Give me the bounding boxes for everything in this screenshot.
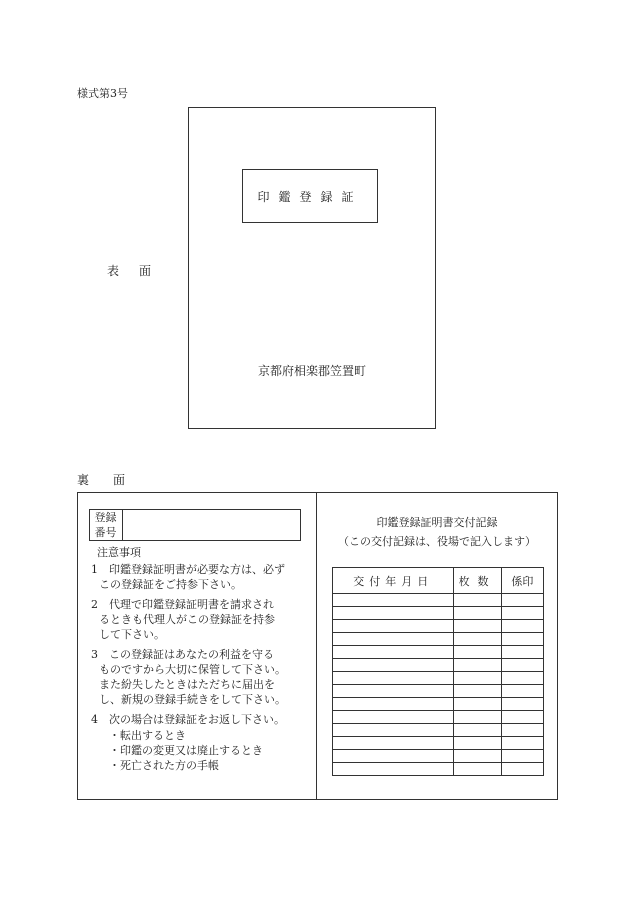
record-row bbox=[333, 646, 544, 659]
record-cell bbox=[333, 750, 454, 763]
record-title: 印鑑登録証明書交付記録 bbox=[376, 516, 498, 529]
issuance-record-table bbox=[332, 567, 544, 776]
front-card bbox=[188, 107, 436, 429]
record-row bbox=[333, 607, 544, 620]
card-title-box bbox=[242, 169, 378, 223]
registration-label-line: 番号 bbox=[94, 526, 117, 539]
note-item bbox=[89, 597, 304, 642]
record-cell bbox=[501, 594, 543, 607]
record-cell bbox=[333, 698, 454, 711]
record-cell bbox=[454, 698, 501, 711]
record-cell bbox=[333, 711, 454, 724]
record-cell bbox=[454, 659, 501, 672]
back-side-label bbox=[77, 471, 149, 488]
record-cell bbox=[333, 620, 454, 633]
record-cell bbox=[501, 659, 543, 672]
record-cell bbox=[501, 607, 543, 620]
return-case-item: ・印鑑の変更又は廃止するとき bbox=[109, 744, 263, 757]
record-cell bbox=[454, 750, 501, 763]
record-cell bbox=[501, 711, 543, 724]
note-number: 1 bbox=[91, 563, 98, 576]
record-cell bbox=[501, 672, 543, 685]
record-cell bbox=[454, 633, 501, 646]
record-cell bbox=[454, 646, 501, 659]
record-cell bbox=[501, 685, 543, 698]
front-side-label bbox=[107, 262, 171, 279]
notes-section bbox=[89, 545, 304, 773]
record-cell bbox=[501, 646, 543, 659]
record-row bbox=[333, 620, 544, 633]
note-text-continued: また紛失したときはただちに届出を bbox=[99, 678, 275, 691]
record-row bbox=[333, 737, 544, 750]
record-row bbox=[333, 659, 544, 672]
record-row bbox=[333, 724, 544, 737]
record-cell bbox=[454, 763, 501, 776]
note-text: 印鑑登録証明書が必要な方は、必ず bbox=[109, 563, 285, 576]
note-text: 代理で印鑑登録証明書を請求され bbox=[109, 598, 274, 611]
record-cell bbox=[454, 620, 501, 633]
back-label-char-2: 面 bbox=[113, 473, 126, 487]
note-number: 3 bbox=[91, 648, 98, 661]
record-row bbox=[333, 672, 544, 685]
record-cell bbox=[501, 750, 543, 763]
registration-number-label bbox=[89, 509, 123, 541]
record-cell bbox=[501, 763, 543, 776]
record-cell bbox=[454, 737, 501, 750]
header-stamp: 係印 bbox=[501, 568, 543, 594]
record-row bbox=[333, 763, 544, 776]
issuer-name: 京都府相楽郡笠置町 bbox=[257, 364, 366, 378]
note-text-continued: この登録証をご持参下さい。 bbox=[99, 578, 242, 591]
record-cell bbox=[501, 724, 543, 737]
record-cell bbox=[454, 711, 501, 724]
record-cell bbox=[333, 633, 454, 646]
note-item bbox=[89, 712, 304, 727]
record-cell bbox=[333, 594, 454, 607]
note-number: 2 bbox=[91, 598, 98, 611]
record-cell bbox=[333, 763, 454, 776]
record-row bbox=[333, 711, 544, 724]
record-cell bbox=[501, 698, 543, 711]
notes-heading: 注意事項 bbox=[97, 546, 141, 559]
record-cell bbox=[333, 646, 454, 659]
record-cell bbox=[454, 607, 501, 620]
return-case-item: ・転出するとき bbox=[109, 729, 186, 742]
record-row bbox=[333, 685, 544, 698]
record-cell bbox=[333, 724, 454, 737]
header-quantity: 枚数 bbox=[454, 568, 501, 594]
note-item bbox=[89, 647, 304, 707]
record-cell bbox=[501, 620, 543, 633]
note-text-continued: ものですから大切に保管して下さい。 bbox=[99, 663, 286, 676]
note-item bbox=[89, 562, 304, 592]
record-cell bbox=[454, 685, 501, 698]
registration-label-line: 登録 bbox=[94, 511, 117, 524]
record-cell bbox=[454, 594, 501, 607]
return-case-item: ・死亡された方の手帳 bbox=[109, 759, 219, 772]
record-row bbox=[333, 633, 544, 646]
card-title: 印鑑登録証 bbox=[257, 189, 363, 204]
note-text-continued: して下さい。 bbox=[99, 628, 165, 641]
record-cell bbox=[454, 672, 501, 685]
record-row bbox=[333, 750, 544, 763]
notes-list bbox=[89, 562, 304, 727]
note-text: 次の場合は登録証をお返し下さい。 bbox=[109, 713, 285, 726]
record-cell bbox=[333, 685, 454, 698]
record-cell bbox=[333, 659, 454, 672]
record-row bbox=[333, 698, 544, 711]
record-subtitle: （この交付記録は、役場で記入します） bbox=[338, 535, 536, 548]
record-header-row bbox=[333, 568, 544, 594]
record-row bbox=[333, 594, 544, 607]
form-number: 様式第3号 bbox=[77, 87, 128, 100]
front-label-char-1: 表 bbox=[107, 264, 122, 278]
note-text-continued: し、新規の登録手続きをして下さい。 bbox=[99, 693, 286, 706]
record-cell bbox=[333, 672, 454, 685]
header-issue-date: 交付年月日 bbox=[333, 568, 454, 594]
back-label-char-1: 裏 bbox=[77, 473, 90, 487]
record-cell bbox=[454, 724, 501, 737]
note-text-continued: るときも代理人がこの登録証を持参 bbox=[99, 613, 275, 626]
note-text: この登録証はあなたの利益を守る bbox=[109, 648, 274, 661]
return-cases-list bbox=[89, 728, 304, 773]
note-number: 4 bbox=[91, 713, 98, 726]
front-label-char-2: 面 bbox=[139, 264, 154, 278]
record-cell bbox=[333, 607, 454, 620]
record-cell bbox=[501, 633, 543, 646]
record-cell bbox=[501, 737, 543, 750]
record-cell bbox=[333, 737, 454, 750]
